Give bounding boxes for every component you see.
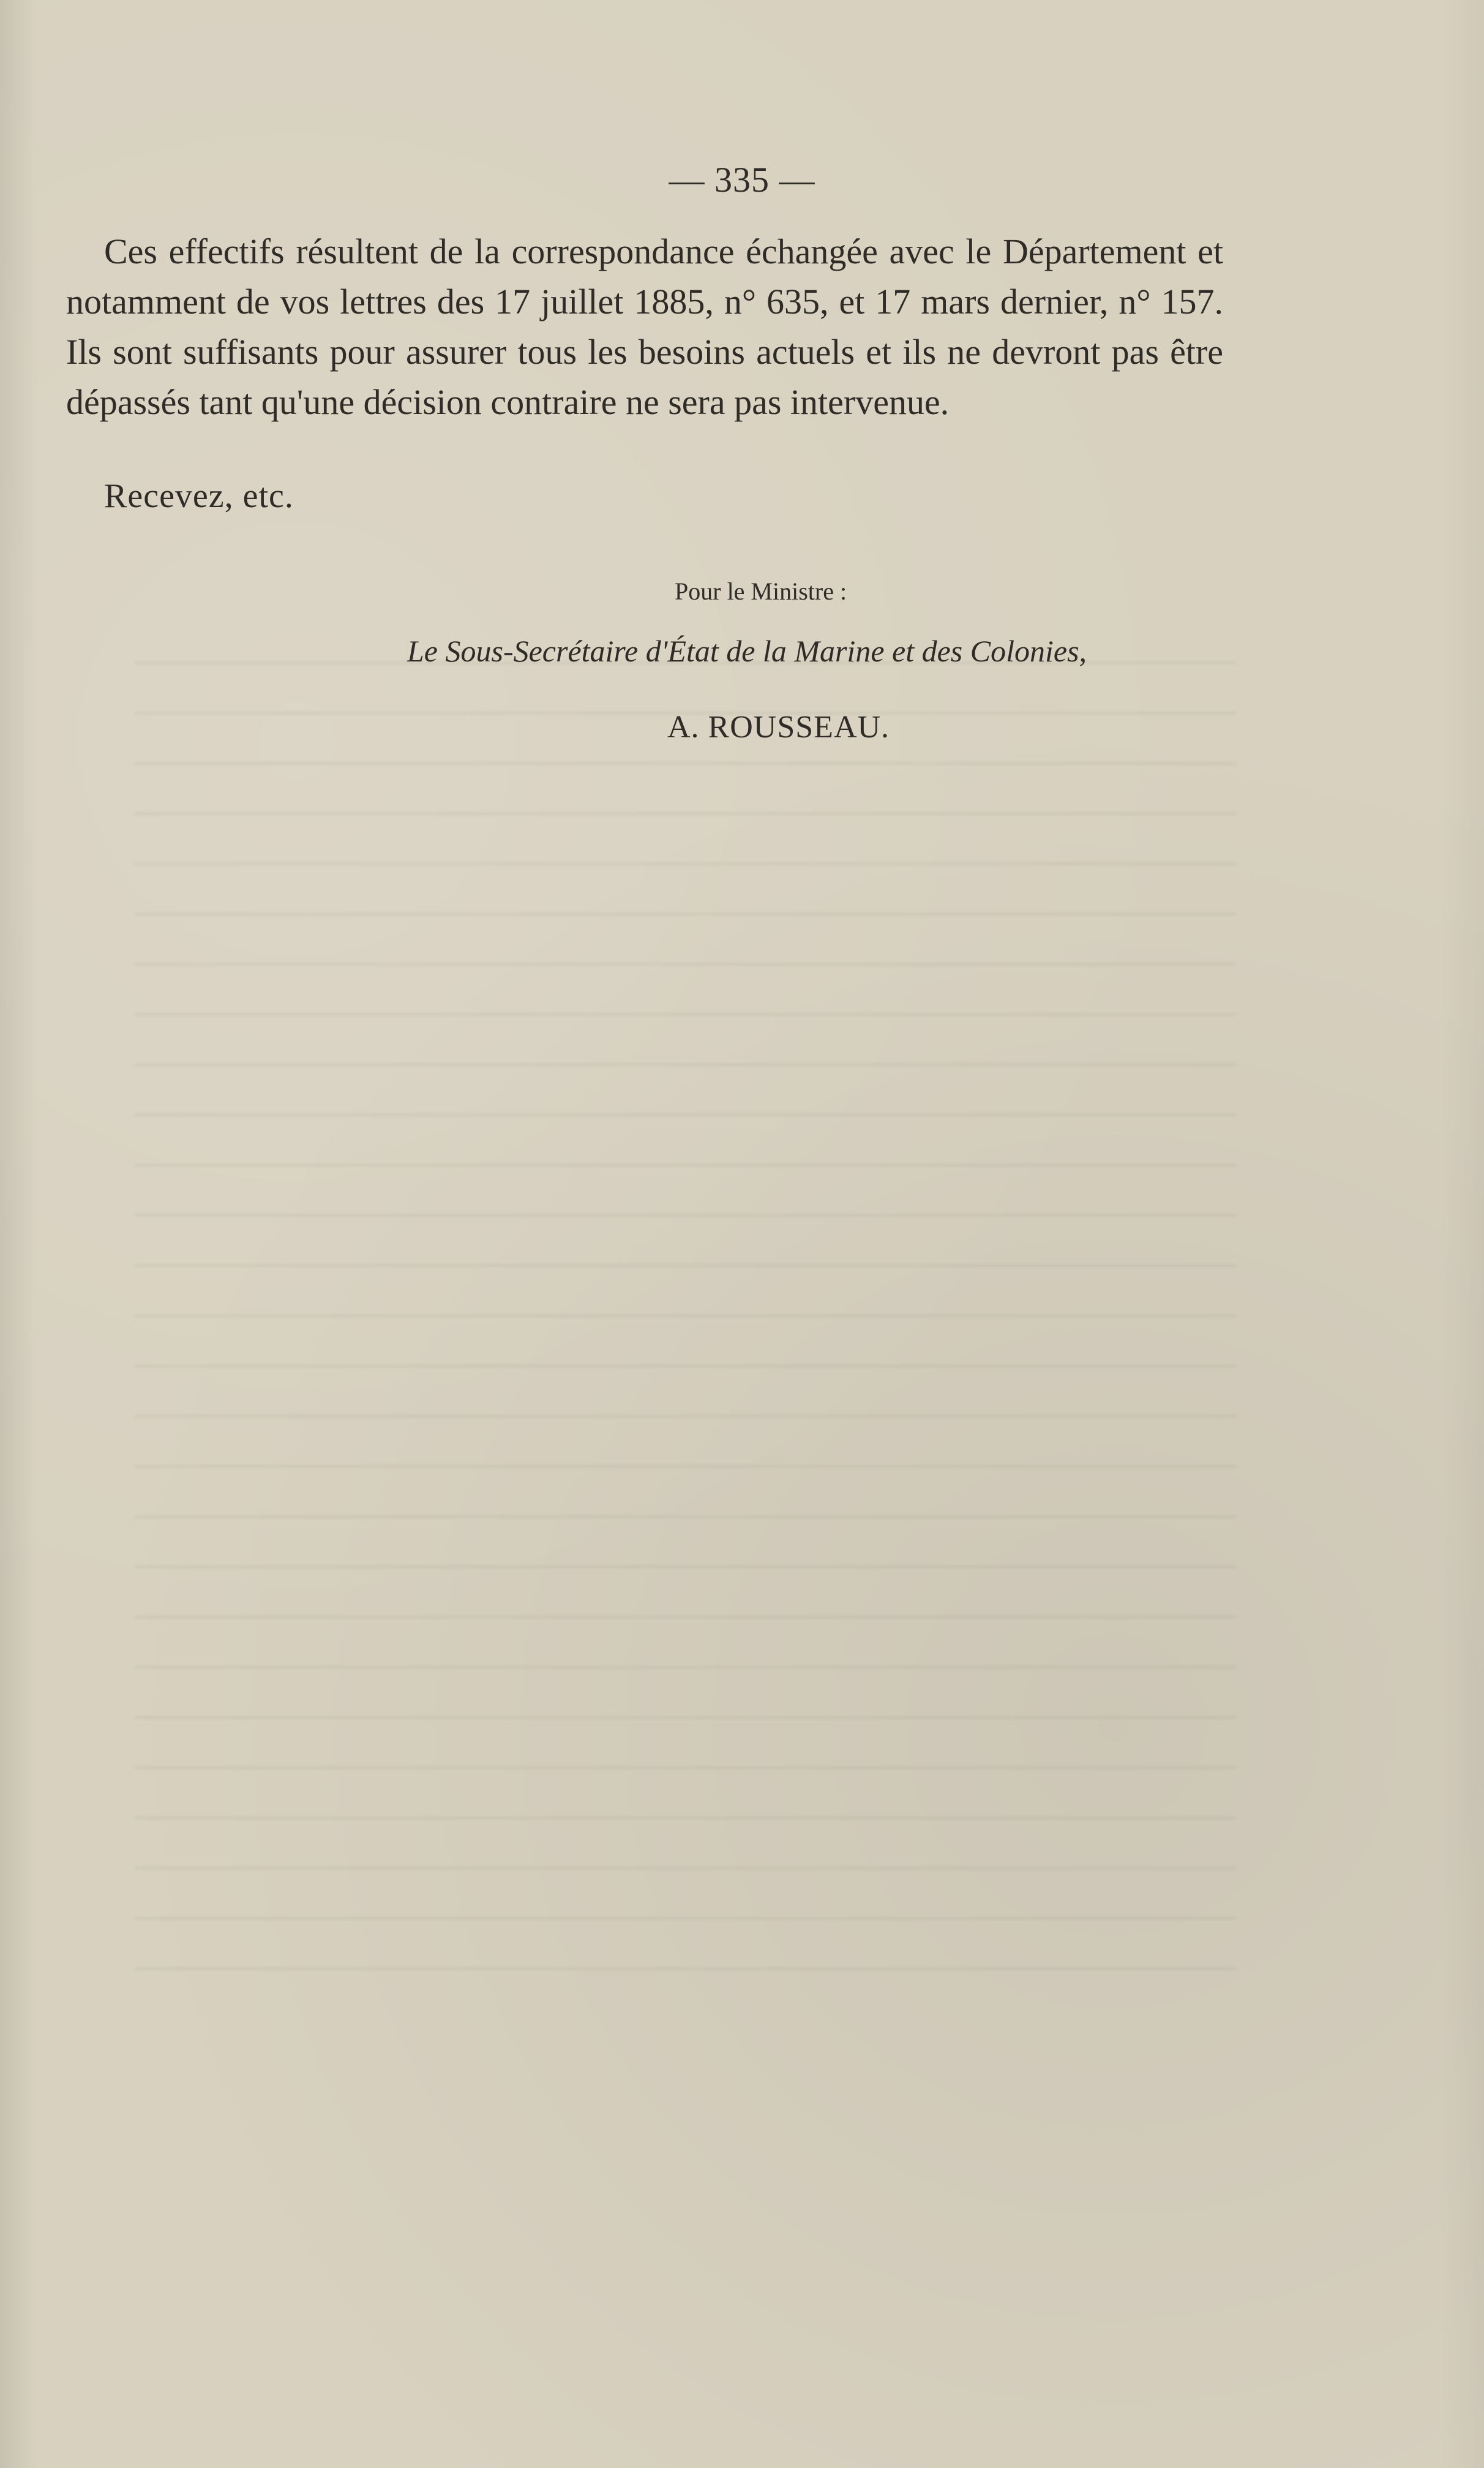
signature-title: Le Sous-Secrétaire d'État de la Marine et des Colonies, bbox=[407, 634, 1087, 668]
signature-intro: Pour le Ministre : bbox=[675, 577, 847, 605]
page-number: — 335 — bbox=[669, 160, 815, 200]
closing-formula: Recevez, etc. bbox=[104, 477, 294, 515]
signature-name: A. ROUSSEAU. bbox=[667, 710, 890, 745]
bleed-through-text bbox=[135, 661, 1237, 2009]
body-paragraph: Ces effectifs résultent de la correspondance échangée avec le Département et notamment de vos lettres des 17 juillet 1885, n° 635, et 17 mars dernier, n° 157. Ils sont suffisants pour assurer tous les besoins actuels et ils ne devront pas être dépassés tant qu'une décision contraire ne sera pas intervenue. bbox=[66, 231, 1223, 422]
